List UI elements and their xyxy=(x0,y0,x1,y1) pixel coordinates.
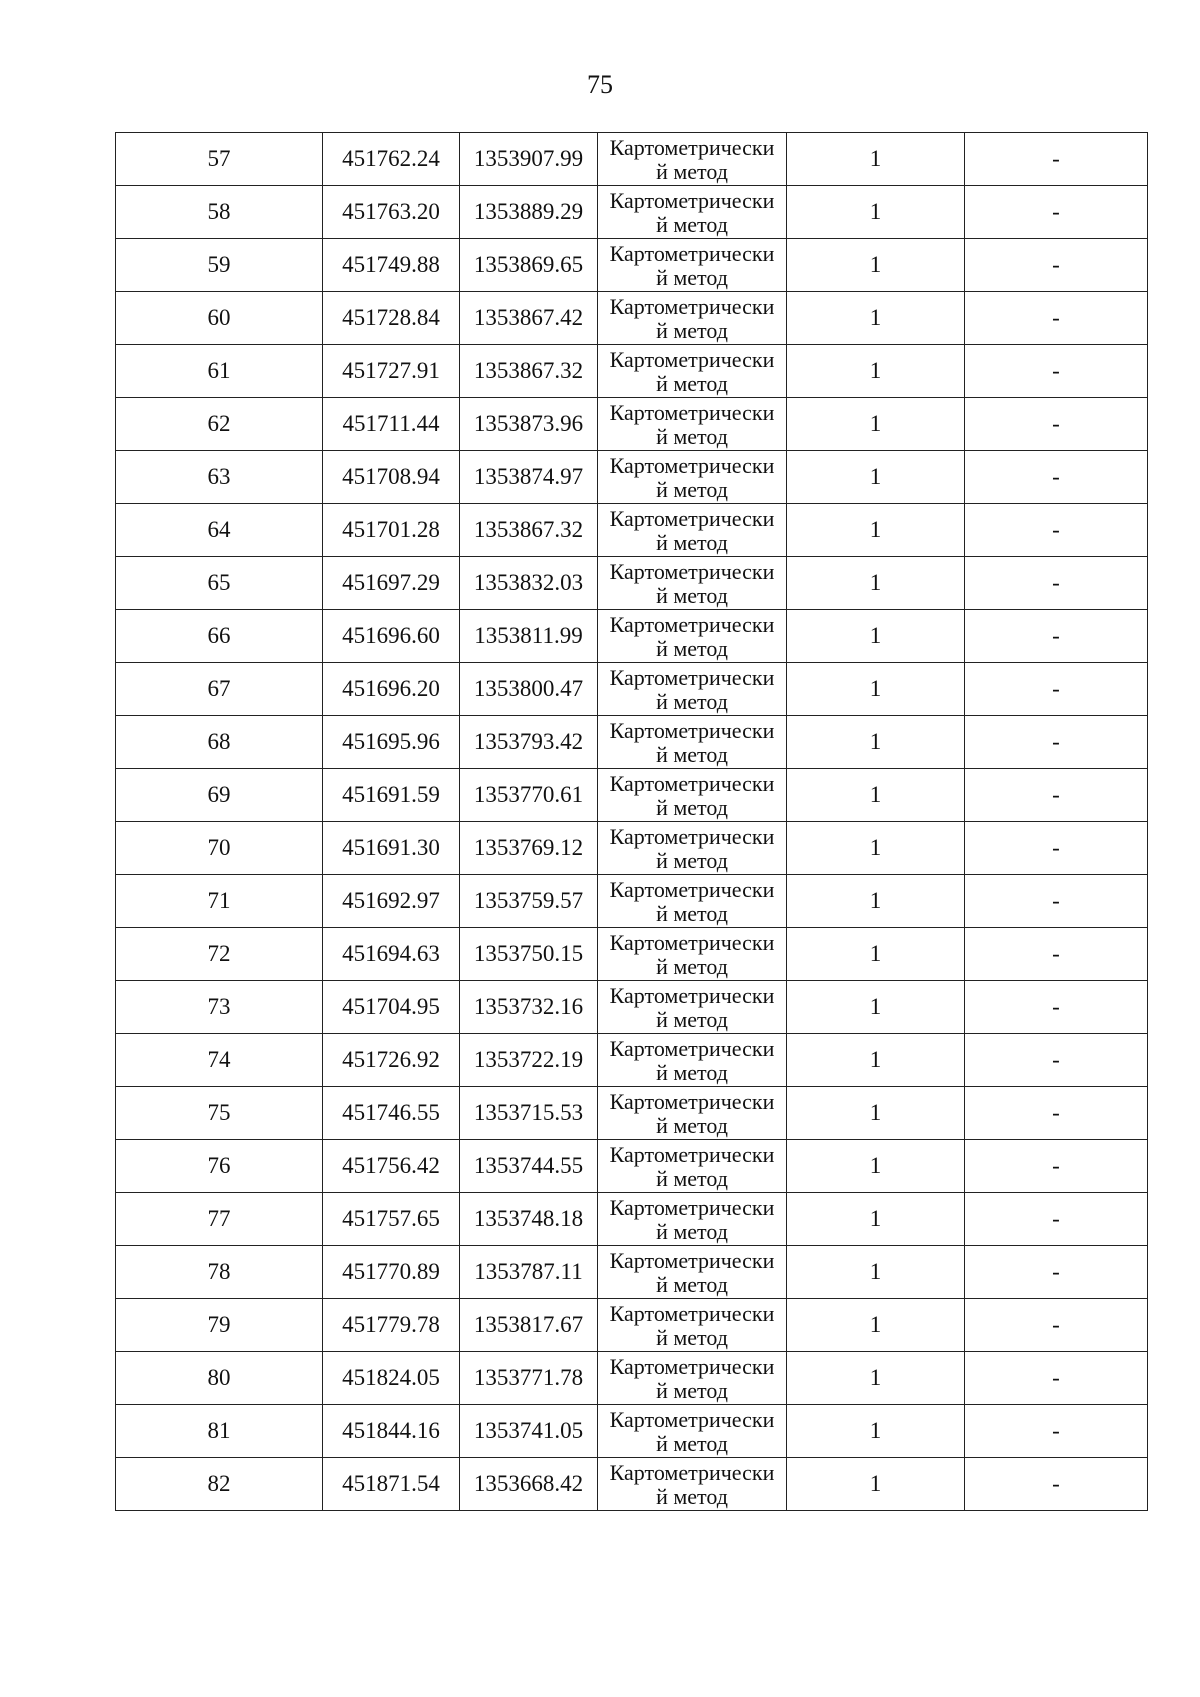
x-coordinate-cell: 451711.44 xyxy=(323,398,460,451)
x-coordinate-cell: 451696.60 xyxy=(323,610,460,663)
y-coordinate-cell: 1353732.16 xyxy=(460,981,598,1034)
method-text-line: Картометрически xyxy=(609,294,775,319)
x-coordinate-cell: 451757.65 xyxy=(323,1193,460,1246)
note-cell: - xyxy=(965,1458,1148,1511)
accuracy-cell: 1 xyxy=(787,875,965,928)
table-row xyxy=(116,557,1148,610)
note-cell: - xyxy=(965,1140,1148,1193)
note-cell: - xyxy=(965,1087,1148,1140)
x-coordinate-cell: 451726.92 xyxy=(323,1034,460,1087)
accuracy-cell: 1 xyxy=(787,663,965,716)
method-text-line: й метод xyxy=(656,689,728,714)
method-cell xyxy=(598,1458,787,1511)
x-coordinate-cell: 451844.16 xyxy=(323,1405,460,1458)
method-text-line: й метод xyxy=(656,212,728,237)
method-cell xyxy=(598,716,787,769)
y-coordinate-cell: 1353741.05 xyxy=(460,1405,598,1458)
method-cell xyxy=(598,186,787,239)
x-coordinate-cell: 451695.96 xyxy=(323,716,460,769)
note-cell: - xyxy=(965,133,1148,186)
y-coordinate-cell: 1353817.67 xyxy=(460,1299,598,1352)
method-text-line: Картометрически xyxy=(609,983,775,1008)
accuracy-cell: 1 xyxy=(787,610,965,663)
note-cell: - xyxy=(965,557,1148,610)
table-row xyxy=(116,1458,1148,1511)
y-coordinate-cell: 1353668.42 xyxy=(460,1458,598,1511)
point-number-cell: 74 xyxy=(116,1034,323,1087)
method-cell xyxy=(598,875,787,928)
y-coordinate-cell: 1353771.78 xyxy=(460,1352,598,1405)
method-text-line: й метод xyxy=(656,318,728,343)
method-text-line: Картометрически xyxy=(609,771,775,796)
table-row xyxy=(116,345,1148,398)
note-cell: - xyxy=(965,822,1148,875)
method-text-line: й метод xyxy=(656,1484,728,1509)
method-cell xyxy=(598,398,787,451)
y-coordinate-cell: 1353759.57 xyxy=(460,875,598,928)
method-text-line: й метод xyxy=(656,265,728,290)
x-coordinate-cell: 451701.28 xyxy=(323,504,460,557)
table-row xyxy=(116,663,1148,716)
y-coordinate-cell: 1353874.97 xyxy=(460,451,598,504)
table-row xyxy=(116,239,1148,292)
method-text-line: й метод xyxy=(656,954,728,979)
method-cell xyxy=(598,822,787,875)
method-text-line: Картометрически xyxy=(609,612,775,637)
method-cell xyxy=(598,1246,787,1299)
method-text-line: й метод xyxy=(656,848,728,873)
point-number-cell: 60 xyxy=(116,292,323,345)
point-number-cell: 80 xyxy=(116,1352,323,1405)
table-row xyxy=(116,451,1148,504)
method-text-line: й метод xyxy=(656,424,728,449)
method-text-line: Картометрически xyxy=(609,559,775,584)
y-coordinate-cell: 1353793.42 xyxy=(460,716,598,769)
method-text-line: Картометрически xyxy=(609,135,775,160)
point-number-cell: 69 xyxy=(116,769,323,822)
method-text-line: й метод xyxy=(656,1060,728,1085)
accuracy-cell: 1 xyxy=(787,1034,965,1087)
table-row xyxy=(116,504,1148,557)
accuracy-cell: 1 xyxy=(787,398,965,451)
y-coordinate-cell: 1353787.11 xyxy=(460,1246,598,1299)
method-cell xyxy=(598,1352,787,1405)
method-cell xyxy=(598,451,787,504)
y-coordinate-cell: 1353873.96 xyxy=(460,398,598,451)
accuracy-cell: 1 xyxy=(787,822,965,875)
note-cell: - xyxy=(965,345,1148,398)
point-number-cell: 65 xyxy=(116,557,323,610)
method-cell xyxy=(598,981,787,1034)
table-row xyxy=(116,1140,1148,1193)
x-coordinate-cell: 451779.78 xyxy=(323,1299,460,1352)
x-coordinate-cell: 451728.84 xyxy=(323,292,460,345)
method-text-line: Картометрически xyxy=(609,930,775,955)
x-coordinate-cell: 451762.24 xyxy=(323,133,460,186)
table-row xyxy=(116,1087,1148,1140)
point-number-cell: 75 xyxy=(116,1087,323,1140)
accuracy-cell: 1 xyxy=(787,186,965,239)
x-coordinate-cell: 451691.59 xyxy=(323,769,460,822)
note-cell: - xyxy=(965,1246,1148,1299)
method-text-line: Картометрически xyxy=(609,506,775,531)
point-number-cell: 76 xyxy=(116,1140,323,1193)
method-text-line: Картометрически xyxy=(609,241,775,266)
accuracy-cell: 1 xyxy=(787,557,965,610)
x-coordinate-cell: 451727.91 xyxy=(323,345,460,398)
note-cell: - xyxy=(965,292,1148,345)
method-text-line: й метод xyxy=(656,159,728,184)
method-text-line: Картометрически xyxy=(609,1142,775,1167)
method-text-line: Картометрически xyxy=(609,1407,775,1432)
x-coordinate-cell: 451746.55 xyxy=(323,1087,460,1140)
method-cell xyxy=(598,663,787,716)
note-cell: - xyxy=(965,186,1148,239)
accuracy-cell: 1 xyxy=(787,981,965,1034)
accuracy-cell: 1 xyxy=(787,133,965,186)
method-text-line: й метод xyxy=(656,1113,728,1138)
point-number-cell: 72 xyxy=(116,928,323,981)
method-text-line: й метод xyxy=(656,1272,728,1297)
method-cell xyxy=(598,133,787,186)
y-coordinate-cell: 1353869.65 xyxy=(460,239,598,292)
method-cell xyxy=(598,1405,787,1458)
coordinates-table xyxy=(115,132,1148,1511)
y-coordinate-cell: 1353867.32 xyxy=(460,504,598,557)
method-text-line: Картометрически xyxy=(609,1301,775,1326)
method-text-line: й метод xyxy=(656,1378,728,1403)
table-row xyxy=(116,1246,1148,1299)
method-text-line: Картометрически xyxy=(609,824,775,849)
y-coordinate-cell: 1353907.99 xyxy=(460,133,598,186)
x-coordinate-cell: 451708.94 xyxy=(323,451,460,504)
point-number-cell: 68 xyxy=(116,716,323,769)
note-cell: - xyxy=(965,398,1148,451)
method-text-line: й метод xyxy=(656,1219,728,1244)
method-text-line: й метод xyxy=(656,1166,728,1191)
method-text-line: й метод xyxy=(656,1325,728,1350)
note-cell: - xyxy=(965,1193,1148,1246)
method-text-line: й метод xyxy=(656,371,728,396)
method-cell xyxy=(598,345,787,398)
note-cell: - xyxy=(965,1034,1148,1087)
point-number-cell: 81 xyxy=(116,1405,323,1458)
method-cell xyxy=(598,1140,787,1193)
note-cell: - xyxy=(965,928,1148,981)
y-coordinate-cell: 1353748.18 xyxy=(460,1193,598,1246)
accuracy-cell: 1 xyxy=(787,1299,965,1352)
y-coordinate-cell: 1353744.55 xyxy=(460,1140,598,1193)
note-cell: - xyxy=(965,239,1148,292)
table-row xyxy=(116,1034,1148,1087)
accuracy-cell: 1 xyxy=(787,1087,965,1140)
note-cell: - xyxy=(965,663,1148,716)
method-text-line: й метод xyxy=(656,742,728,767)
y-coordinate-cell: 1353769.12 xyxy=(460,822,598,875)
method-cell xyxy=(598,769,787,822)
note-cell: - xyxy=(965,504,1148,557)
method-cell xyxy=(598,928,787,981)
method-text-line: й метод xyxy=(656,901,728,926)
point-number-cell: 66 xyxy=(116,610,323,663)
table-row xyxy=(116,1193,1148,1246)
table-row xyxy=(116,292,1148,345)
accuracy-cell: 1 xyxy=(787,1246,965,1299)
note-cell: - xyxy=(965,1405,1148,1458)
method-cell xyxy=(598,1299,787,1352)
table-row xyxy=(116,610,1148,663)
accuracy-cell: 1 xyxy=(787,769,965,822)
method-text-line: Картометрически xyxy=(609,1248,775,1273)
y-coordinate-cell: 1353811.99 xyxy=(460,610,598,663)
point-number-cell: 73 xyxy=(116,981,323,1034)
accuracy-cell: 1 xyxy=(787,1352,965,1405)
method-cell xyxy=(598,1034,787,1087)
point-number-cell: 63 xyxy=(116,451,323,504)
method-text-line: й метод xyxy=(656,530,728,555)
point-number-cell: 58 xyxy=(116,186,323,239)
method-cell xyxy=(598,239,787,292)
table-row xyxy=(116,1352,1148,1405)
x-coordinate-cell: 451824.05 xyxy=(323,1352,460,1405)
y-coordinate-cell: 1353715.53 xyxy=(460,1087,598,1140)
x-coordinate-cell: 451763.20 xyxy=(323,186,460,239)
point-number-cell: 78 xyxy=(116,1246,323,1299)
note-cell: - xyxy=(965,769,1148,822)
table-row xyxy=(116,1299,1148,1352)
note-cell: - xyxy=(965,610,1148,663)
x-coordinate-cell: 451691.30 xyxy=(323,822,460,875)
accuracy-cell: 1 xyxy=(787,451,965,504)
table-row xyxy=(116,875,1148,928)
coordinates-table-body xyxy=(116,133,1148,1511)
accuracy-cell: 1 xyxy=(787,239,965,292)
table-row xyxy=(116,186,1148,239)
y-coordinate-cell: 1353867.42 xyxy=(460,292,598,345)
table-row xyxy=(116,769,1148,822)
method-text-line: Картометрически xyxy=(609,665,775,690)
method-text-line: й метод xyxy=(656,477,728,502)
table-row xyxy=(116,398,1148,451)
x-coordinate-cell: 451871.54 xyxy=(323,1458,460,1511)
method-cell xyxy=(598,1193,787,1246)
point-number-cell: 71 xyxy=(116,875,323,928)
y-coordinate-cell: 1353889.29 xyxy=(460,186,598,239)
y-coordinate-cell: 1353750.15 xyxy=(460,928,598,981)
method-cell xyxy=(598,292,787,345)
method-cell xyxy=(598,1087,787,1140)
table-row xyxy=(116,928,1148,981)
point-number-cell: 79 xyxy=(116,1299,323,1352)
point-number-cell: 82 xyxy=(116,1458,323,1511)
point-number-cell: 77 xyxy=(116,1193,323,1246)
point-number-cell: 59 xyxy=(116,239,323,292)
note-cell: - xyxy=(965,875,1148,928)
accuracy-cell: 1 xyxy=(787,1193,965,1246)
x-coordinate-cell: 451694.63 xyxy=(323,928,460,981)
note-cell: - xyxy=(965,1299,1148,1352)
point-number-cell: 62 xyxy=(116,398,323,451)
method-text-line: й метод xyxy=(656,636,728,661)
method-text-line: Картометрически xyxy=(609,1195,775,1220)
y-coordinate-cell: 1353770.61 xyxy=(460,769,598,822)
method-text-line: Картометрически xyxy=(609,453,775,478)
method-text-line: Картометрически xyxy=(609,347,775,372)
method-text-line: Картометрически xyxy=(609,400,775,425)
note-cell: - xyxy=(965,716,1148,769)
table-row xyxy=(116,1405,1148,1458)
method-text-line: Картометрически xyxy=(609,1036,775,1061)
x-coordinate-cell: 451770.89 xyxy=(323,1246,460,1299)
accuracy-cell: 1 xyxy=(787,292,965,345)
y-coordinate-cell: 1353800.47 xyxy=(460,663,598,716)
method-text-line: Картометрически xyxy=(609,1460,775,1485)
accuracy-cell: 1 xyxy=(787,1140,965,1193)
table-row xyxy=(116,716,1148,769)
point-number-cell: 57 xyxy=(116,133,323,186)
table-row xyxy=(116,133,1148,186)
method-text-line: й метод xyxy=(656,795,728,820)
note-cell: - xyxy=(965,451,1148,504)
note-cell: - xyxy=(965,981,1148,1034)
x-coordinate-cell: 451756.42 xyxy=(323,1140,460,1193)
x-coordinate-cell: 451692.97 xyxy=(323,875,460,928)
x-coordinate-cell: 451696.20 xyxy=(323,663,460,716)
point-number-cell: 64 xyxy=(116,504,323,557)
note-cell: - xyxy=(965,1352,1148,1405)
point-number-cell: 67 xyxy=(116,663,323,716)
table-row xyxy=(116,822,1148,875)
accuracy-cell: 1 xyxy=(787,716,965,769)
y-coordinate-cell: 1353832.03 xyxy=(460,557,598,610)
method-text-line: Картометрически xyxy=(609,188,775,213)
table-row xyxy=(116,981,1148,1034)
accuracy-cell: 1 xyxy=(787,1458,965,1511)
accuracy-cell: 1 xyxy=(787,1405,965,1458)
accuracy-cell: 1 xyxy=(787,928,965,981)
method-cell xyxy=(598,557,787,610)
x-coordinate-cell: 451697.29 xyxy=(323,557,460,610)
accuracy-cell: 1 xyxy=(787,345,965,398)
accuracy-cell: 1 xyxy=(787,504,965,557)
method-text-line: Картометрически xyxy=(609,718,775,743)
point-number-cell: 70 xyxy=(116,822,323,875)
page-number: 75 xyxy=(587,70,613,99)
method-cell xyxy=(598,610,787,663)
method-text-line: Картометрически xyxy=(609,1089,775,1114)
method-text-line: й метод xyxy=(656,1007,728,1032)
y-coordinate-cell: 1353867.32 xyxy=(460,345,598,398)
method-text-line: Картометрически xyxy=(609,1354,775,1379)
y-coordinate-cell: 1353722.19 xyxy=(460,1034,598,1087)
method-text-line: й метод xyxy=(656,583,728,608)
method-text-line: Картометрически xyxy=(609,877,775,902)
method-cell xyxy=(598,504,787,557)
x-coordinate-cell: 451704.95 xyxy=(323,981,460,1034)
method-text-line: й метод xyxy=(656,1431,728,1456)
x-coordinate-cell: 451749.88 xyxy=(323,239,460,292)
point-number-cell: 61 xyxy=(116,345,323,398)
